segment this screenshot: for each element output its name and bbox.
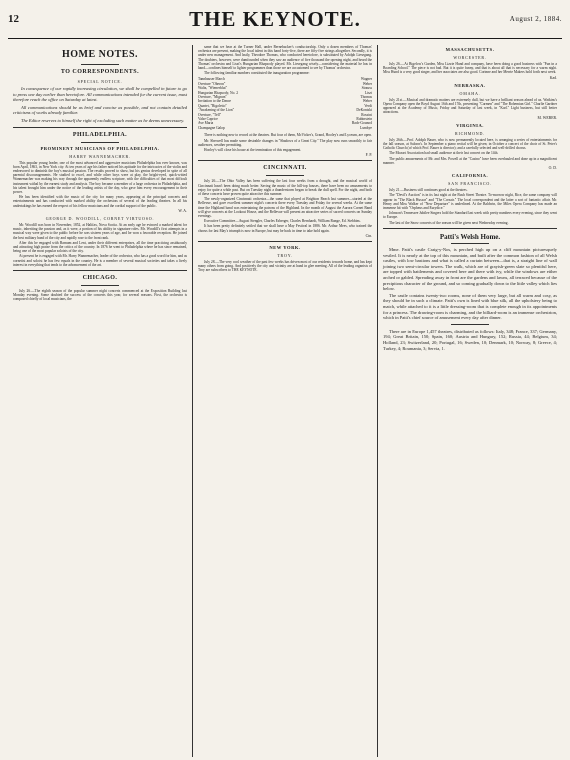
special-notice-text-2: All communications should be as brief and concise as possible, and not contain detailed criticisms of works already familiar. bbox=[13, 104, 187, 116]
program-row: Ave Maria Bach-Gounod bbox=[198, 121, 372, 126]
article-signature: Kad. bbox=[549, 75, 557, 80]
program-row: Overture "Oberon" Weber bbox=[198, 81, 372, 86]
newspaper-title: THE KEYNOTE. bbox=[189, 6, 361, 31]
article-paragraph: The following familiar numbers constituted the inauguration programme: bbox=[204, 71, 310, 76]
article-paragraph: There is nothing new to record at the theatres. But four of them, McVicker's, Grand, Hooley's and Lyceum, are open. bbox=[204, 133, 372, 138]
program-row: Overture, "Tell" Rossini bbox=[198, 112, 372, 117]
article-paragraph: July 26.—The Ohio Valley has been suffering the last four weeks from a drought, and the musical world of Cincinnati hasn't been doing much better. Saving the music of the hill-top houses, there have been no amusements to enjoy for quite a while past. But on Tuesday night a thunderstorm began to break the dull spell. For the night, and both of these concerts have proven quite attractive this summer. bbox=[198, 179, 372, 196]
masthead bbox=[8, 0, 562, 39]
program-row: Tannhauser March Wagner bbox=[198, 77, 372, 82]
special-notice-label: SPECIAL NOTICE. bbox=[77, 79, 123, 84]
column-right bbox=[377, 45, 562, 757]
pattis-welsh-home-title: Patti's Welsh Home. bbox=[439, 232, 501, 241]
virginia-heading: VIRGINIA. bbox=[456, 122, 484, 128]
divider bbox=[198, 241, 372, 242]
article-label: HARRY WANNEMACHER. bbox=[69, 153, 131, 159]
article-signature: W. A. bbox=[178, 208, 187, 213]
page-number: 12 bbox=[8, 13, 19, 25]
divider bbox=[81, 64, 119, 65]
article-paragraph: After this he engaged with Barnum and Lent, under their different enterprises, all the time practicing assiduously and attracting high praise from the critics of the country. In 1876 he went to Philadelphia where he has since remained, being one of the most popular soloists of the city. bbox=[13, 240, 187, 254]
home-notes-heading: HOME NOTES. bbox=[61, 49, 139, 60]
divider bbox=[383, 228, 557, 229]
article-paragraph: Mr. Sherwell has made some desirable changes in "Shadows of a Great City." The play now runs smoothly to fair audiences, weather permitting. bbox=[198, 138, 372, 147]
cincinnati-heading: CINCINNATI. bbox=[263, 165, 307, 172]
article-paragraph: The castle contains twenty-two rooms, none of them very large, but all warm and cosy, as they should be in such a climate. Patti's own is lined with blue silk, all the upholstery being to match, while attached to it is a little dressing-room that is complete enough in its appointments for a princess. The drawing-room is charming, and the billiard-room is an immense orchestrion, which in Patti's chief source of amusement every day after dinner. bbox=[383, 292, 557, 321]
columns bbox=[8, 45, 562, 757]
philadelphia-heading: PHILADELPHIA. bbox=[72, 131, 128, 138]
divider bbox=[81, 285, 119, 286]
correspondents-heading: TO CORRESPONDENTS. bbox=[60, 69, 140, 75]
new-york-heading: NEW YORK. bbox=[269, 244, 301, 250]
concert-program bbox=[198, 77, 372, 130]
massachusetts-heading: MASSACHUSETTS. bbox=[445, 47, 495, 52]
issue-date: August 2, 1884. bbox=[509, 15, 562, 23]
special-notice-text-3: The Editor reserves to himself the right of excluding such matter as he deems unnecessary. bbox=[21, 117, 185, 123]
divider bbox=[81, 142, 119, 143]
omaha-label: OMAHA. bbox=[459, 90, 481, 96]
program-row: Invitation to the Dance Weber bbox=[198, 99, 372, 104]
program-row: Quartet, "Rigoletto" Verdi bbox=[198, 103, 372, 108]
article-signature: Cin. bbox=[365, 233, 372, 238]
article-paragraph: The newly-organized Cincinnati orchestra—the same that played at Brighton Beach last summer—started at the Bellevue, and gave excellent summer night's concerts there every Tuesday and Friday for several weeks. At the same time the Highland band was entertaining the patrons of the Highland. In the month of August the Aurora Cornet Band will give concerts at the Lookout House, and the Bellevue will present an attractive series of sacred concerts on Sunday evenings. bbox=[198, 197, 372, 218]
article-paragraph: The "Devil's Auction" is in its last night at the Bush Street Theatre. To-morrow night, Rice, the same company will appear in "The Black Hussar" and "The Corsair." The local correspondent and the latter a sort of fantastic affair. Mr. Henry and Miss Walker of "New Departure" is underlined. At the Baldwin, the Miles Opera Company has made an immense hit with "Orpheus and Eurydice." bbox=[383, 193, 557, 211]
article-paragraph: The public amusements of Mr. and Mrs. Powell at the "Casino" have been overhauled and done up in a magnificent manner. bbox=[383, 156, 557, 165]
article-signature: O. D. bbox=[548, 166, 557, 171]
richmond-label: RICHMOND. bbox=[455, 130, 485, 136]
article-paragraph: Hooley's will close his house at the termination of this engagement. bbox=[204, 147, 302, 152]
california-heading: CALIFORNIA. bbox=[451, 173, 489, 179]
article-paragraph: July 26.—The eighth season of the popular summer night concerts commenced at the Exposition Building last Monday evening. Some doubted the success of the concerts this year, for several reasons. First, the orchestra is composed chiefly of local musicians, the bbox=[13, 289, 187, 302]
article-label: GEORGE D. WOODILL, CORNET VIRTUOSO. bbox=[45, 216, 155, 221]
program-row: "Awakening of the Lion" DeKontski bbox=[198, 108, 372, 113]
article-paragraph: same that we hear at the Turner Hall, under Bernebacker's conductorship. Only a dozen members of Thomas' orchestra are present, making the local talent in this band forty-five, there are fifty-five strings altogether. Secondly, it is under new management. And lastly, Theodore Thomas, who conducted heretofore, is substituted by Adolph Liesegang. The doubters, however, were dumfounded when they saw an audience of five thousand the opening night, and heard the Thomas' orchestra and Liszt's Hungarian Rhapsody played. Mr. Liesegang wisely—considering the material he has in hand—confines himself to lighter programmes than those we are accustomed to see by Thomas' orchestra. bbox=[198, 45, 372, 71]
column-left bbox=[8, 45, 192, 757]
divider bbox=[198, 160, 372, 161]
article-signature: F. P. bbox=[365, 153, 372, 158]
program-row: Valse Caprice Rubinstein bbox=[198, 117, 372, 122]
troy-label: TROY. bbox=[277, 252, 293, 258]
divider bbox=[266, 175, 304, 176]
divider bbox=[451, 324, 489, 325]
article-paragraph: It has been pretty definitely settled that we shall have a May Festival in 1886. Mr. Arthur Mees, who trained the chorus for last May's triumph is now in Europe, but may be back in time to take hold again. bbox=[198, 224, 372, 233]
article-paragraph: Mme. Patti's castle Craig-y-Nos, is perched high up on a cliff mountain picturesquely vestled. It is nearly at the top of this mountain, and built after the common fashion of all Welsh castles, with low bastions and what is called a curtain between—that is, a straight line of wall joining two semi-circular towers. The walk, which are of grayish-green slate so plentiful here, are topped with battlements and covered here and there with ivy, while the windows are either arched or gabled. Spreading away in front are the gardens and lawns, all terraced because of the precipitous character of the ground, and so coming gradually down to the little valley which lies below. bbox=[383, 247, 557, 292]
article-paragraph: July 21.—Business still continues good at the theatres. bbox=[389, 188, 468, 193]
article-paragraph: At present he is engaged with Mr. Harry Wannemacher, leader of the orchestra, who has a good word for him, and as cornetist and soloist he has few equals in the country. He is a member of several musical societies and takes a lively interest in everything that tends to the advancement of the art. bbox=[13, 254, 187, 267]
chicago-heading: CHICAGO. bbox=[82, 275, 118, 282]
philadelphia-subheading: PROMINENT MUSICIANS OF PHILADELPHIA. bbox=[40, 145, 160, 151]
article-paragraph: July 21st.—Musical and dramatic matters are extremely dull, but we have a brilliant season ahead of us. Watkins's Opera Company open the Boyd August 16th and 17th, presenting "Carmen" and "The Bohemian Girl." Charlie Gardner appeared at the Academy of Music, Friday and Saturday of last week, in "Karl." Light business, but still better attractions. bbox=[383, 97, 557, 115]
worcester-label: WORCESTER. bbox=[453, 55, 487, 60]
divider bbox=[13, 270, 187, 271]
article-paragraph: He has been identified with the music of the city for many years, appearing at the principal concerts and entertainments and has conducted with marked ability the orchestras of several of the leading theatres. In all his undertakings he has earned the respect of his fellow musicians and the cordial support of the public. bbox=[13, 195, 187, 208]
program-row: Champagne Galop Lumbye bbox=[198, 125, 372, 130]
welsh-home-article bbox=[383, 247, 557, 321]
article-paragraph: This popular young leader, one of the most advanced and aggressive musicians Philadelphia has ever known, was born April, 1863, in New York city. At ten years of age his father noticed his aptitude for the intricacies of the violin and endeavored to diminish the boy's musical passion. The results proved to show, but his genius developed in spite of all parental discouragements. He studied to excel, and while other boys were at play, the bright-eyed, quick-witted Wannemacher was making his way through the apparently endless scripture, with the difficulties of that most difficult instrument withal by the earnest study and analysis. The boy became a member of a large orchestra in Philadelphia, and his talent brought him under the notice of the leading artists of the day, who gave him every encouragement in their power. bbox=[13, 160, 187, 194]
program-row: Hungarian Rhapsody, No. 2 Liszt bbox=[198, 90, 372, 95]
article-paragraph: Mr. Woodill was born in November, 1852, at Halifax, Nova Scotia. At an early age he evinced a marked talent for music, inheriting the passion and, as it were, a portion of his ability in signature roles. Mr. Woodill's first attempts in a musical way were given to the public before he was sixteen years of age, and he won a favorable reception. He joined the best military band of the city and rapidly rose to the front rank. bbox=[13, 223, 187, 240]
san-francisco-label: SAN FRANCISCO. bbox=[448, 181, 492, 187]
article-paragraph: The last of the Snow concerts of the season will be given next Wednesday evening. bbox=[389, 220, 509, 225]
theatre-census-paragraph: There are in Europe 1,457 theatres, distributed as follows: Italy, 348; France, 337; Germany, 194; Great Britain, 150; Spain, 160; Austria and Hungary, 152; Russia, 44; Belgium, 34; Holland, 23; Switzerland, 20; Portugal, 16; Sweden, 10; Denmark, 10; Norway, 8; Greece, 4; Turkey, 4; Roumania, 3; Servia, 1. bbox=[383, 328, 557, 351]
article-paragraph: The Mozart Association had small audience at their last concert on the 14th. bbox=[389, 151, 499, 156]
nebraska-heading: NEBRASKA. bbox=[454, 82, 486, 88]
article-paragraph: Executive Committee—August Stengler, Charles Esberger, Charles Bernhardt, William Runge, Ed. Stebbins. bbox=[204, 219, 361, 224]
article-paragraph: July 26th.—Prof. Adolph Bauer, who is now permanently located here, is arranging a series of entertainments for the fall season, at Saloon's. In September a piano recital will be given; in October a concert of the choir of St. Peter's Catholic Church (of which Prof. Bauer is director); and a carefully selected and well-drilled chorus. bbox=[383, 137, 557, 151]
program-row: Overture, "Mignon" Thomas bbox=[198, 95, 372, 100]
article-paragraph: July 26.—At Bigelow's Garden, Miss Lizzie Hund and company, have been doing a good business with "Fun in a Boarding School." The piece is not bad. But it is quite funny, and that is about all that is necessary for a warm night. Miss Hund is a very good singer, and her associates are also good. Corinne and her Merrie Makers hold forth next week. bbox=[383, 62, 557, 75]
program-row: Waltz, "Wienerblut" Strauss bbox=[198, 86, 372, 91]
column-middle bbox=[192, 45, 377, 757]
article-signature: M. WEBER. bbox=[537, 115, 557, 120]
article-paragraph: July 28.—The very cool weather of the past few weeks has driven most of our residents towards home, and has kept many others from going. And positively the city and vicinity are at hand in glee meeting. All of the leading organists of Troy are subscribers to THE KEYNOTE. bbox=[198, 259, 372, 273]
article-paragraph: Johnson's Tennessee Jubilee Singers hold the Standard last week with pretty numbers every evening, since they went to Europe. bbox=[383, 211, 557, 220]
divider bbox=[13, 127, 187, 128]
special-notice-text: In consequence of our rapidly increasing circulation, we shall be compelled in future to go to press one day earlier than heretofore. All communications intended for the current issue, must therefore reach the office on Saturday at latest. bbox=[13, 86, 187, 103]
divider bbox=[451, 243, 489, 244]
